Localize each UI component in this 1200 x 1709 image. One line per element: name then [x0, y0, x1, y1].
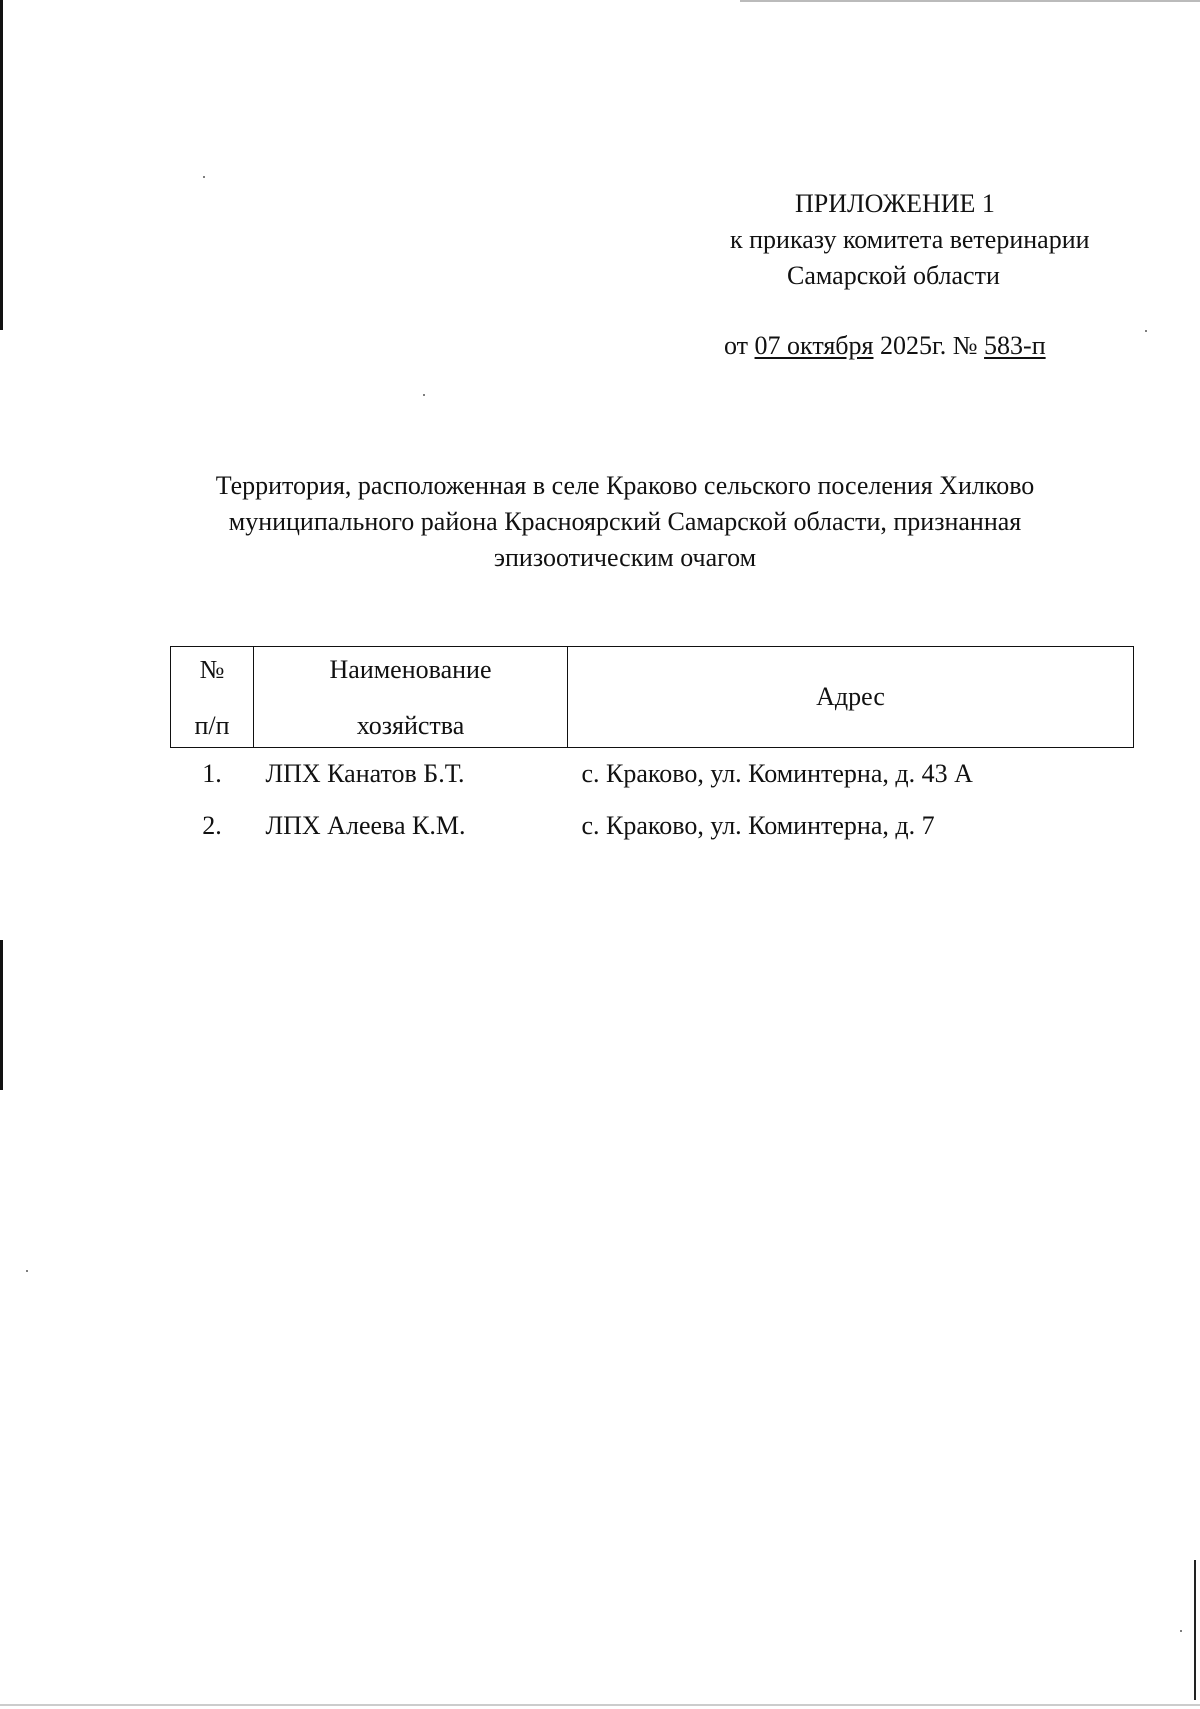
date-prefix: от — [724, 331, 755, 360]
scan-speck — [203, 176, 205, 178]
date-value: 07 октября — [754, 331, 874, 360]
header-name-line-2: хозяйства — [356, 711, 465, 740]
order-number: 583-п — [984, 331, 1046, 360]
scan-edge-left-top — [0, 0, 3, 330]
scan-edge-left-mid — [0, 940, 3, 1090]
header-name — [254, 647, 568, 748]
appendix-order-reference: к приказу комитета ветеринарии — [730, 225, 1090, 254]
row-number: 2. — [202, 811, 222, 840]
row-address: с. Краково, ул. Коминтерна, д. 43 А — [581, 759, 973, 788]
scan-speck — [423, 394, 425, 396]
row-household-name: ЛПХ Канатов Б.Т. — [265, 759, 465, 788]
table-header-row — [171, 647, 1134, 748]
scan-edge-right-bottom — [1194, 1560, 1196, 1700]
table-row — [171, 748, 1134, 801]
households-table — [170, 646, 1134, 852]
scan-speck — [26, 1270, 28, 1272]
header-number — [171, 647, 254, 748]
heading-line-3: эпизоотическим очагом — [493, 543, 757, 572]
heading-line-1: Территория, расположенная в селе Краково сельского поселения Хилково — [215, 471, 1035, 500]
scan-edge-bottom — [0, 1704, 1200, 1706]
document-heading — [140, 468, 1110, 576]
scan-speck — [1145, 330, 1147, 332]
header-name-line-1: Наименование — [329, 655, 492, 684]
appendix-title: ПРИЛОЖЕНИЕ 1 — [795, 189, 995, 218]
scan-speck — [1180, 1630, 1182, 1632]
scan-edge-top — [740, 0, 1200, 2]
header-address: Адрес — [568, 647, 1134, 748]
header-number-line-1: № — [199, 655, 225, 684]
row-household-name: ЛПХ Алеева К.М. — [265, 811, 466, 840]
appendix-region: Самарской области — [787, 261, 1000, 290]
appendix-date-line — [724, 328, 1046, 364]
row-address: с. Краково, ул. Коминтерна, д. 7 — [581, 811, 935, 840]
table-row — [171, 800, 1134, 852]
heading-line-2: муниципального района Красноярский Самарской области, признанная — [228, 507, 1022, 536]
row-number: 1. — [202, 759, 222, 788]
date-year: 2025г. № — [873, 331, 985, 360]
header-number-line-2: п/п — [194, 711, 230, 740]
